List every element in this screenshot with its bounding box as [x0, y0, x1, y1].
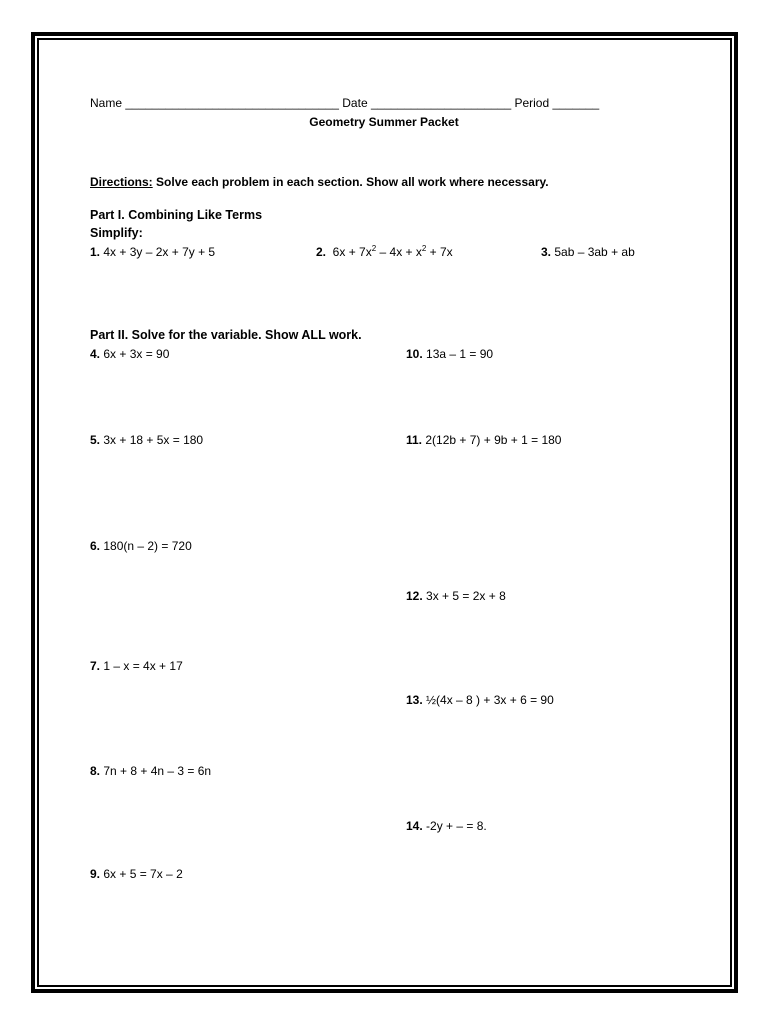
name-line [90, 96, 599, 110]
problem-7 [90, 659, 183, 673]
problem-3 [541, 245, 635, 259]
problem-text: 3x + 18 + 5x = 180 [100, 433, 204, 447]
problem-text: 1 – x = 4x + 17 [100, 659, 183, 673]
problem-10 [406, 347, 493, 361]
problem-number: 10. [406, 347, 423, 361]
problem-1 [90, 245, 215, 259]
problem-number: 1. [90, 245, 101, 259]
problem-number: 2. [316, 245, 327, 259]
directions-label: Directions: [90, 175, 153, 189]
problem-number: 3. [541, 245, 552, 259]
problem-text: 180(n – 2) = 720 [100, 539, 192, 553]
period-blank[interactable]: _______ [552, 96, 600, 110]
problem-8 [90, 764, 211, 778]
problem-text: -2y + – = 8. [422, 819, 487, 833]
problem-text-mid: – 4x + x [376, 245, 422, 259]
problem-text: 4x + 3y – 2x + 7y + 5 [100, 245, 216, 259]
exponent: 2 [421, 244, 427, 253]
problem-number: 12. [406, 589, 423, 603]
problem-text: 5ab – 3ab + ab [551, 245, 635, 259]
problem-text: 13a – 1 = 90 [422, 347, 494, 361]
directions-text: Solve each problem in each section. Show all work where necessary. [152, 175, 549, 189]
problem-11 [406, 433, 561, 447]
problem-number: 6. [90, 539, 101, 553]
problem-12 [406, 589, 506, 603]
part1-heading: Part I. Combining Like Terms [90, 208, 263, 222]
problem-number: 4. [90, 347, 101, 361]
date-label: Date [342, 96, 368, 110]
exponent: 2 [371, 244, 377, 253]
problem-number: 8. [90, 764, 101, 778]
period-label: Period [514, 96, 550, 110]
name-blank[interactable]: ________________________________ [125, 96, 339, 110]
problem-number: 7. [90, 659, 101, 673]
name-label: Name [90, 96, 123, 110]
problem-text: 2(12b + 7) + 9b + 1 = 180 [422, 433, 562, 447]
problem-number: 13. [406, 693, 423, 707]
problem-2 [316, 245, 453, 259]
problem-4 [90, 347, 169, 361]
problem-number: 9. [90, 867, 101, 881]
problem-text: 6x + 5 = 7x – 2 [100, 867, 183, 881]
problem-13 [406, 693, 554, 707]
problem-14 [406, 819, 487, 833]
date-blank[interactable]: _____________________ [370, 96, 512, 110]
problem-6 [90, 539, 192, 553]
problem-text: 6x + 3x = 90 [100, 347, 170, 361]
problem-number: 14. [406, 819, 423, 833]
problem-text-post: + 7x [426, 245, 453, 259]
problem-number: 5. [90, 433, 101, 447]
problem-text: 7n + 8 + 4n – 3 = 6n [100, 764, 212, 778]
problem-text: ½(4x – 8 ) + 3x + 6 = 90 [422, 693, 554, 707]
part2-heading: Part II. Solve for the variable. Show ALL work. [90, 328, 362, 342]
page-title: Geometry Summer Packet [309, 115, 459, 129]
problem-9 [90, 867, 183, 881]
problem-number: 11. [406, 433, 423, 447]
problem-text-pre: 6x + 7x [326, 245, 372, 259]
part1-subheading: Simplify: [90, 226, 143, 240]
directions [90, 175, 549, 189]
problem-text: 3x + 5 = 2x + 8 [422, 589, 506, 603]
problem-5 [90, 433, 203, 447]
